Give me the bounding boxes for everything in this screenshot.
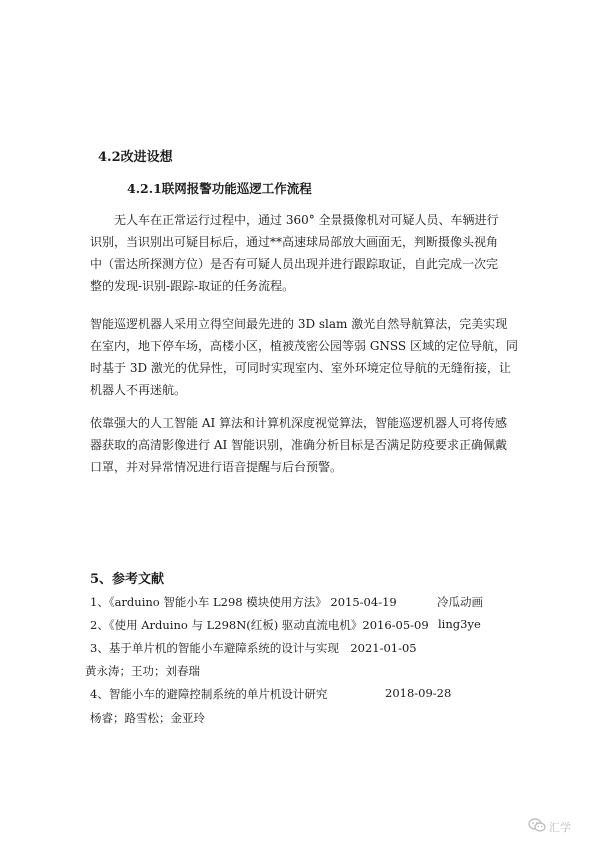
paragraph-3 [90, 412, 507, 478]
paragraph-line: 口罩，并对异常情况进行语音提醒与后台预警。 [90, 460, 343, 474]
paragraph-line: 在室内，地下停车场，高楼小区，植被茂密公园等弱 GNSS 区域的定位导航，同 [90, 339, 518, 353]
paragraph-1 [90, 209, 499, 297]
reference-item-4: 4、智能小车的避障控制系统的单片机设计研究 [90, 687, 328, 701]
paragraph-line: 识别，当识别出可疑目标后，通过**高速球局部放大画面无，判断摄像头视角 [90, 235, 499, 249]
paragraph-line: 智能巡逻机器人采用立得空间最先进的 3D slam 激光自然导航算法，完美实现 [90, 317, 508, 331]
subsection-title: 4.2.1联网报警功能巡逻工作流程 [127, 181, 312, 196]
paragraph-line: 无人车在正常运行过程中，通过 360° 全景摄像机对可疑人员、车辆进行 [114, 213, 499, 227]
reference-author-3: 黄永涛；王功；刘春瑞 [85, 664, 200, 678]
paragraph-line: 中（雷达所探测方位）是否有可疑人员出现并进行跟踪取证，自此完成一次完 [90, 257, 499, 271]
paragraph-line: 依靠强大的人工智能 AI 算法和计算机深度视觉算法，智能巡逻机器人可将传感 [90, 416, 508, 430]
paragraph-2 [90, 313, 518, 401]
reference-item-2: 2、《使用 Arduino 与 L298N(红板) 驱动直流电机》2016-05-09 [90, 618, 429, 632]
reference-item-3: 3、基于单片机的智能小车避障系统的设计与实现 2021-01-05 [90, 641, 417, 655]
paragraph-line: 时基于 3D 激光的优异性，可同时实现室内、室外环境定位导航的无缝衔接，让 [90, 361, 511, 375]
wechat-icon [528, 818, 549, 835]
section-title: 4.2改进设想 [98, 150, 173, 165]
reference-item-1: 1、《arduino 智能小车 L298 模块使用方法》 2015-04-19 [90, 595, 397, 609]
reference-date-4: 2018-09-28 [385, 686, 452, 700]
paragraph-line: 机器人不再迷航。 [90, 383, 187, 397]
references-title: 5、参考文献 [90, 572, 165, 587]
watermark-label: 汇学 [549, 820, 571, 834]
watermark [528, 818, 571, 835]
reference-author-4: 杨睿；路雪松；金亚玲 [90, 711, 205, 725]
reference-author-1: 冷瓜动画 [437, 595, 483, 609]
reference-author-2: ling3ye [438, 617, 481, 631]
paragraph-line: 器获取的高清影像进行 AI 智能识别，准确分析目标是否满足防疫要求正确佩戴 [90, 438, 508, 452]
paragraph-line: 整的发现-识别-跟踪-取证的任务流程。 [90, 279, 295, 293]
